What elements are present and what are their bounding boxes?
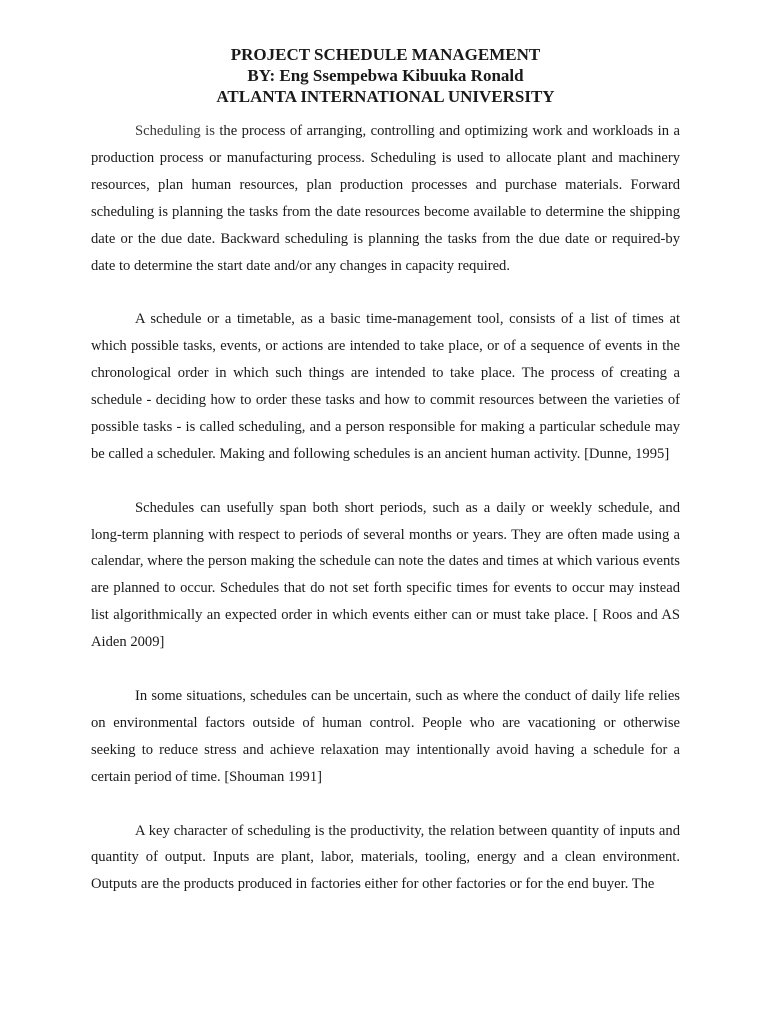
paragraph-1-lead: Scheduling is	[135, 123, 215, 139]
paragraph-1-text: the process of arranging, controlling and optimizing work and workloads in a production process or manufacturing process. Scheduling is used to allocate plant and machinery resources, plan human resources, plan production processes and purchase materials. Forward scheduling is planning the tasks from the date resources become available to determine the shipping date or the due date. Backward scheduling is planning the tasks from the due date or required-by date to determine the start date and/or any changes in capacity required.	[91, 123, 680, 274]
title-line-author: BY: Eng Ssempebwa Kibuuka Ronald	[247, 66, 524, 85]
title-line-main: PROJECT SCHEDULE MANAGEMENT	[230, 45, 541, 64]
document-title	[91, 44, 680, 107]
paragraph-3: Schedules can usefully span both short periods, such as a daily or weekly schedule, and long-term planning with respect to periods of several months or years. They are often made using a calendar, where the person making the schedule can note the dates and times at which various events are planned to occur. Schedules that do not set forth specific times for events to occur may instead list algorithmically an expected order in which events either can or must take place. [ Roos and AS Aiden 2009]	[91, 499, 680, 651]
paragraph-2: A schedule or a timetable, as a basic time-management tool, consists of a list of times at which possible tasks, events, or actions are intended to take place, or of a sequence of events in the chronological order in which such things are intended to take place. The process of creating a schedule - deciding how to order these tasks and how to commit resources between the varieties of possible tasks - is called scheduling, and a person responsible for making a particular schedule may be called a scheduler. Making and following schedules is an ancient human activity. [Dunne, 1995]	[91, 311, 680, 462]
paragraph-4: In some situations, schedules can be uncertain, such as where the conduct of daily life relies on environmental factors outside of human control. People who are vacationing or otherwise seeking to reduce stress and achieve relaxation may intentionally avoid having a schedule for a certain period of time. [Shouman 1991]	[91, 687, 680, 785]
paragraph-5: A key character of scheduling is the productivity, the relation between quantity of inputs and quantity of output. Inputs are plant, labor, materials, tooling, energy and a clean environment. Outputs are the products produced in factories either for other factories or for the end buyer. The	[91, 822, 680, 893]
paragraph-1	[91, 118, 680, 279]
title-line-institution: ATLANTA INTERNATIONAL UNIVERSITY	[216, 87, 555, 106]
